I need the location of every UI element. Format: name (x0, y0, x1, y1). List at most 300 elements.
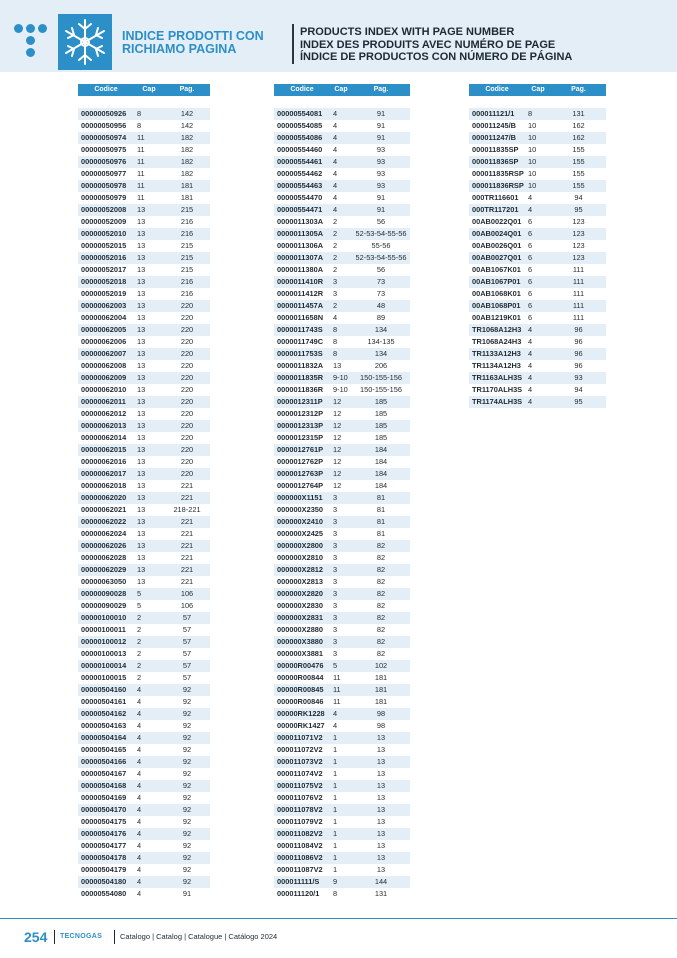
product-code: 00AB0022Q01 (472, 217, 522, 226)
product-code: 00000504180 (81, 877, 127, 886)
page-ref: 134 (374, 349, 388, 358)
chapter: 13 (137, 277, 146, 286)
table-row (274, 276, 410, 288)
chapter: 3 (333, 601, 338, 610)
table-row (78, 732, 210, 744)
page-ref: 91 (376, 109, 386, 118)
table-row (469, 180, 606, 192)
page-ref: 184 (374, 445, 388, 454)
product-code: TR1068A12H3 (472, 325, 522, 334)
product-code: 000011073V2 (277, 757, 323, 766)
product-code: 00000062021 (81, 505, 127, 514)
page-ref: 93 (376, 145, 386, 154)
chapter: 6 (528, 289, 533, 298)
table-row (274, 840, 410, 852)
page-ref: 96 (574, 349, 583, 358)
chapter: 3 (333, 637, 338, 646)
page-ref: 98 (376, 709, 386, 718)
header-title-french: INDEX DES PRODUITS AVEC NUMÉRO DE PAGE (300, 38, 556, 51)
table-row (469, 120, 606, 132)
product-code: 0000011306A (277, 241, 324, 250)
table-row (274, 444, 410, 456)
brand-name: TECNOGAS (60, 933, 103, 940)
chapter: 4 (137, 769, 142, 778)
product-code: 00000554086 (277, 133, 323, 142)
table-row (78, 576, 210, 588)
product-code: 0000012315P (277, 433, 324, 442)
table-row (274, 552, 410, 564)
product-code: 00000504177 (81, 841, 127, 850)
table-row (78, 276, 210, 288)
page-ref: 52-53-54-55-56 (355, 253, 407, 262)
page-ref: 96 (574, 361, 583, 370)
product-code: 00000062007 (81, 349, 127, 358)
page-ref: 93 (574, 373, 583, 382)
product-code: 000011835SP (472, 145, 519, 154)
product-code: 00000062008 (81, 361, 127, 370)
table-row (78, 696, 210, 708)
product-code: 00000504166 (81, 757, 127, 766)
product-code: 00000052009 (81, 217, 127, 226)
table-row (78, 756, 210, 768)
product-code: 0000011836R (277, 385, 324, 394)
page-ref: 221 (180, 577, 194, 586)
page-ref: 95 (574, 205, 583, 214)
product-code: 00000052018 (81, 277, 127, 286)
product-code: 00AB1219K01 (472, 313, 521, 322)
chapter: 4 (137, 889, 142, 898)
chapter: 3 (333, 613, 338, 622)
chapter: 13 (137, 505, 146, 514)
table-row (274, 480, 410, 492)
chapter: 12 (333, 421, 342, 430)
table-row (78, 288, 210, 300)
table-row (274, 600, 410, 612)
page-ref: 182 (180, 133, 194, 142)
product-code: 00000504169 (81, 793, 127, 802)
table-row (78, 192, 210, 204)
page-ref: 82 (376, 601, 386, 610)
product-code: 00000504170 (81, 805, 127, 814)
page-ref: 81 (376, 505, 386, 514)
product-code: 000000X2812 (277, 565, 324, 574)
page-ref: 123 (572, 253, 585, 262)
page-ref: 82 (376, 577, 386, 586)
page-ref: 162 (572, 121, 585, 130)
table-row (274, 180, 410, 192)
table-row (78, 768, 210, 780)
page-ref: 91 (182, 889, 192, 898)
chapter: 13 (137, 469, 146, 478)
product-code: 000011111/S (277, 877, 320, 886)
page-ref: 185 (374, 433, 388, 442)
product-code: 000011071V2 (277, 733, 323, 742)
footer-rule (0, 918, 677, 919)
page-ref: 92 (182, 805, 192, 814)
page-ref: 111 (572, 277, 585, 286)
table-row (78, 540, 210, 552)
table-row (274, 264, 410, 276)
chapter: 2 (333, 241, 338, 250)
page-ref: 92 (182, 877, 192, 886)
table-row (78, 252, 210, 264)
chapter: 4 (137, 865, 142, 874)
table-row (274, 792, 410, 804)
product-code: 00000062004 (81, 313, 127, 322)
chapter: 13 (137, 349, 146, 358)
chapter: 13 (137, 373, 146, 382)
table-row (78, 804, 210, 816)
chapter: 4 (333, 193, 338, 202)
page-ref: 220 (180, 301, 194, 310)
product-code: 00000504161 (81, 697, 127, 706)
page-ref: 181 (180, 181, 194, 190)
product-code: TR1068A24H3 (472, 337, 522, 346)
page-ref: 181 (374, 697, 388, 706)
chapter: 4 (137, 829, 142, 838)
table-row (78, 564, 210, 576)
table-row (274, 528, 410, 540)
chapter: 8 (333, 337, 338, 346)
table-row (469, 228, 606, 240)
page-ref: 82 (376, 541, 386, 550)
page-ref: 181 (180, 193, 194, 202)
page-ref: 13 (376, 817, 386, 826)
chapter: 8 (137, 121, 142, 130)
product-code: 00000504168 (81, 781, 127, 790)
product-code: 00000052016 (81, 253, 127, 262)
table-row (274, 588, 410, 600)
product-code: 000000X1151 (277, 493, 323, 502)
chapter: 13 (137, 301, 146, 310)
column-header-page: Pag. (373, 86, 389, 93)
table-row (274, 252, 410, 264)
table-row (78, 888, 210, 900)
product-code: 00000554461 (277, 157, 323, 166)
table-row (469, 156, 606, 168)
chapter: 13 (137, 361, 146, 370)
table-row (78, 324, 210, 336)
page-ref: 13 (376, 793, 386, 802)
page-ref: 91 (376, 133, 386, 142)
table-row (274, 372, 410, 384)
table-row (78, 612, 210, 624)
chapter: 13 (137, 217, 146, 226)
chapter: 1 (333, 865, 338, 874)
page-ref: 220 (180, 433, 194, 442)
chapter: 11 (137, 181, 145, 190)
product-code: 00000554471 (277, 205, 323, 214)
page-ref: 221 (180, 481, 194, 490)
page-ref: 215 (180, 253, 194, 262)
table-row (78, 348, 210, 360)
table-row (274, 624, 410, 636)
page-ref: 123 (572, 217, 585, 226)
page-ref: 57 (182, 637, 192, 646)
chapter: 4 (137, 709, 142, 718)
chapter: 2 (137, 625, 142, 634)
table-row (78, 792, 210, 804)
product-code: 0000011753S (277, 349, 323, 358)
product-code: 000011836SP (472, 157, 519, 166)
column-header-cap: Cap (334, 86, 348, 93)
chapter: 3 (333, 517, 338, 526)
product-code: 000000X2410 (277, 517, 324, 526)
page-ref: 221 (180, 517, 194, 526)
page-ref: 131 (374, 889, 388, 898)
product-code: 000011074V2 (277, 769, 323, 778)
chapter: 2 (137, 673, 142, 682)
table-row (274, 360, 410, 372)
product-code: 000000X2350 (277, 505, 324, 514)
chapter: 4 (528, 361, 533, 370)
product-code: 000000X3881 (277, 649, 324, 658)
page-ref: 96 (574, 325, 583, 334)
page-ref: 94 (574, 193, 583, 202)
page-ref: 155 (572, 145, 585, 154)
product-code: 00000052019 (81, 289, 127, 298)
table-row (78, 672, 210, 684)
table-row (78, 660, 210, 672)
chapter: 13 (137, 253, 146, 262)
page-header (0, 0, 677, 72)
header-divider (292, 24, 294, 64)
product-code: 00AB0027Q01 (472, 253, 522, 262)
table-row (78, 852, 210, 864)
table-row (469, 108, 606, 120)
footer-divider (54, 930, 55, 944)
chapter: 1 (333, 733, 338, 742)
page-ref: 220 (180, 421, 194, 430)
chapter: 3 (333, 277, 338, 286)
chapter: 11 (137, 169, 145, 178)
table-row (274, 468, 410, 480)
table-row (469, 168, 606, 180)
page-ref: 92 (182, 685, 192, 694)
table-row (78, 240, 210, 252)
table-row (78, 840, 210, 852)
page-ref: 13 (376, 745, 386, 754)
table-row (469, 360, 606, 372)
table-body (274, 108, 410, 900)
product-code: 000011075V2 (277, 781, 323, 790)
chapter: 11 (137, 157, 145, 166)
product-code: 00000554080 (81, 889, 127, 898)
table-row (274, 816, 410, 828)
table-row (78, 420, 210, 432)
table-row (274, 168, 410, 180)
table-row (274, 720, 410, 732)
product-code: TR1170ALH3S (472, 385, 523, 394)
page-ref: 92 (182, 697, 192, 706)
chapter: 1 (333, 781, 338, 790)
product-code: 000000X2425 (277, 529, 324, 538)
table-row (78, 588, 210, 600)
table-row (469, 300, 606, 312)
chapter: 9 (333, 877, 338, 886)
catalog-label: Catalogo | Catalog | Catalogue | Catálogo 2024 (120, 932, 278, 941)
page-ref: 220 (180, 337, 194, 346)
chapter: 10 (528, 121, 537, 130)
product-code: 000000X2880 (277, 625, 324, 634)
chapter: 2 (333, 253, 338, 262)
product-code: 00AB0024Q01 (472, 229, 522, 238)
chapter: 4 (333, 205, 338, 214)
product-code: 000011121/1 (472, 109, 515, 118)
product-code: 00000062010 (81, 385, 127, 394)
page-ref: 155 (572, 181, 585, 190)
tecnogas-dots-logo (14, 24, 48, 58)
table-row (274, 324, 410, 336)
product-code: 00000R00846 (277, 697, 324, 706)
page-ref: 82 (376, 589, 386, 598)
product-code: 00000050974 (81, 133, 127, 142)
chapter: 2 (137, 613, 142, 622)
table-row (274, 396, 410, 408)
page-ref: 13 (376, 841, 386, 850)
chapter: 13 (137, 553, 146, 562)
column-header-code: Codice (485, 86, 509, 93)
product-code: 00000062011 (81, 397, 126, 406)
chapter: 8 (528, 109, 533, 118)
chapter: 4 (528, 385, 533, 394)
chapter: 4 (333, 181, 338, 190)
page-ref: 218-221 (173, 505, 201, 514)
chapter: 13 (333, 361, 342, 370)
chapter: 3 (333, 505, 338, 514)
product-code: 00000052010 (81, 229, 127, 238)
table-row (469, 276, 606, 288)
product-code: 0000011749C (277, 337, 324, 346)
product-code: 000011247/B (472, 133, 516, 142)
product-code: 00000062022 (81, 517, 127, 526)
table-row (78, 780, 210, 792)
product-code: 000000X2831 (277, 613, 324, 622)
product-code: 00000R00844 (277, 673, 324, 682)
chapter: 2 (137, 661, 142, 670)
table-row (274, 684, 410, 696)
product-code: 00000050975 (81, 145, 127, 154)
page-ref: 106 (180, 589, 194, 598)
chapter: 4 (137, 685, 142, 694)
chapter: 13 (137, 313, 146, 322)
page-ref: 93 (376, 157, 386, 166)
header-title-italian: INDICE PRODOTTI CON RICHIAMO PAGINA (122, 29, 264, 56)
chapter: 1 (333, 829, 338, 838)
chapter: 2 (333, 229, 338, 238)
chapter: 4 (333, 121, 338, 130)
page-ref: 81 (376, 517, 386, 526)
product-code: 00000050926 (81, 109, 127, 118)
product-code: 00000RK1228 (277, 709, 325, 718)
product-code: 000000X2820 (277, 589, 324, 598)
table-body (78, 108, 210, 900)
chapter: 8 (333, 349, 338, 358)
product-code: 0000011303A (277, 217, 324, 226)
page-ref: 142 (180, 121, 194, 130)
table-row (78, 144, 210, 156)
table-row (78, 360, 210, 372)
product-code: 00000062016 (81, 457, 127, 466)
column-header-cap: Cap (142, 86, 156, 93)
chapter: 9-10 (333, 373, 348, 382)
page-ref: 92 (182, 817, 192, 826)
product-code: 00000554462 (277, 169, 323, 178)
chapter: 12 (333, 457, 342, 466)
chapter: 4 (137, 733, 142, 742)
page-ref: 13 (376, 853, 386, 862)
product-code: 00000050978 (81, 181, 127, 190)
page-ref: 92 (182, 721, 192, 730)
page-ref: 221 (180, 565, 194, 574)
table-row (274, 240, 410, 252)
product-code: 0000012313P (277, 421, 324, 430)
page-ref: 52-53-54-55-56 (355, 229, 407, 238)
chapter: 4 (137, 841, 142, 850)
page-ref: 182 (180, 145, 194, 154)
table-row (78, 528, 210, 540)
chapter: 1 (333, 769, 338, 778)
product-code: 00000050956 (81, 121, 127, 130)
product-code: 00AB1068K01 (472, 289, 521, 298)
column-header-page: Pag. (179, 86, 195, 93)
table-row (274, 108, 410, 120)
table-row (78, 120, 210, 132)
table-row (274, 132, 410, 144)
table-row (78, 300, 210, 312)
chapter: 12 (333, 469, 342, 478)
product-code: 000011072V2 (277, 745, 323, 754)
table-row (274, 312, 410, 324)
table-row (469, 132, 606, 144)
table-row (78, 432, 210, 444)
page-ref: 215 (180, 265, 194, 274)
table-row (78, 864, 210, 876)
table-row (469, 192, 606, 204)
table-row (78, 876, 210, 888)
product-code: 000TR117201 (472, 205, 519, 214)
chapter: 9-10 (333, 385, 348, 394)
chapter: 4 (137, 697, 142, 706)
page-ref: 92 (182, 829, 192, 838)
page-ref: 106 (180, 601, 194, 610)
product-code: 0000011457A (277, 301, 324, 310)
table-row (274, 156, 410, 168)
table-row (78, 216, 210, 228)
product-code: 00000100014 (81, 661, 127, 670)
chapter: 6 (528, 229, 533, 238)
table-row (274, 708, 410, 720)
table-row (78, 336, 210, 348)
chapter: 4 (528, 193, 533, 202)
table-row (78, 444, 210, 456)
table-row (274, 492, 410, 504)
table-row (274, 756, 410, 768)
product-code: 0000011380A (277, 265, 324, 274)
product-code: 00AB1068P01 (472, 301, 521, 310)
table-row (469, 204, 606, 216)
chapter: 1 (333, 817, 338, 826)
chapter: 6 (528, 217, 533, 226)
page-ref: 184 (374, 457, 388, 466)
page-ref: 13 (376, 865, 386, 874)
product-code: 000011079V2 (277, 817, 323, 826)
product-code: 000011087V2 (277, 865, 323, 874)
index-table-1 (78, 84, 210, 900)
chapter: 8 (333, 889, 338, 898)
chapter: 1 (333, 805, 338, 814)
product-code: 000011078V2 (277, 805, 323, 814)
